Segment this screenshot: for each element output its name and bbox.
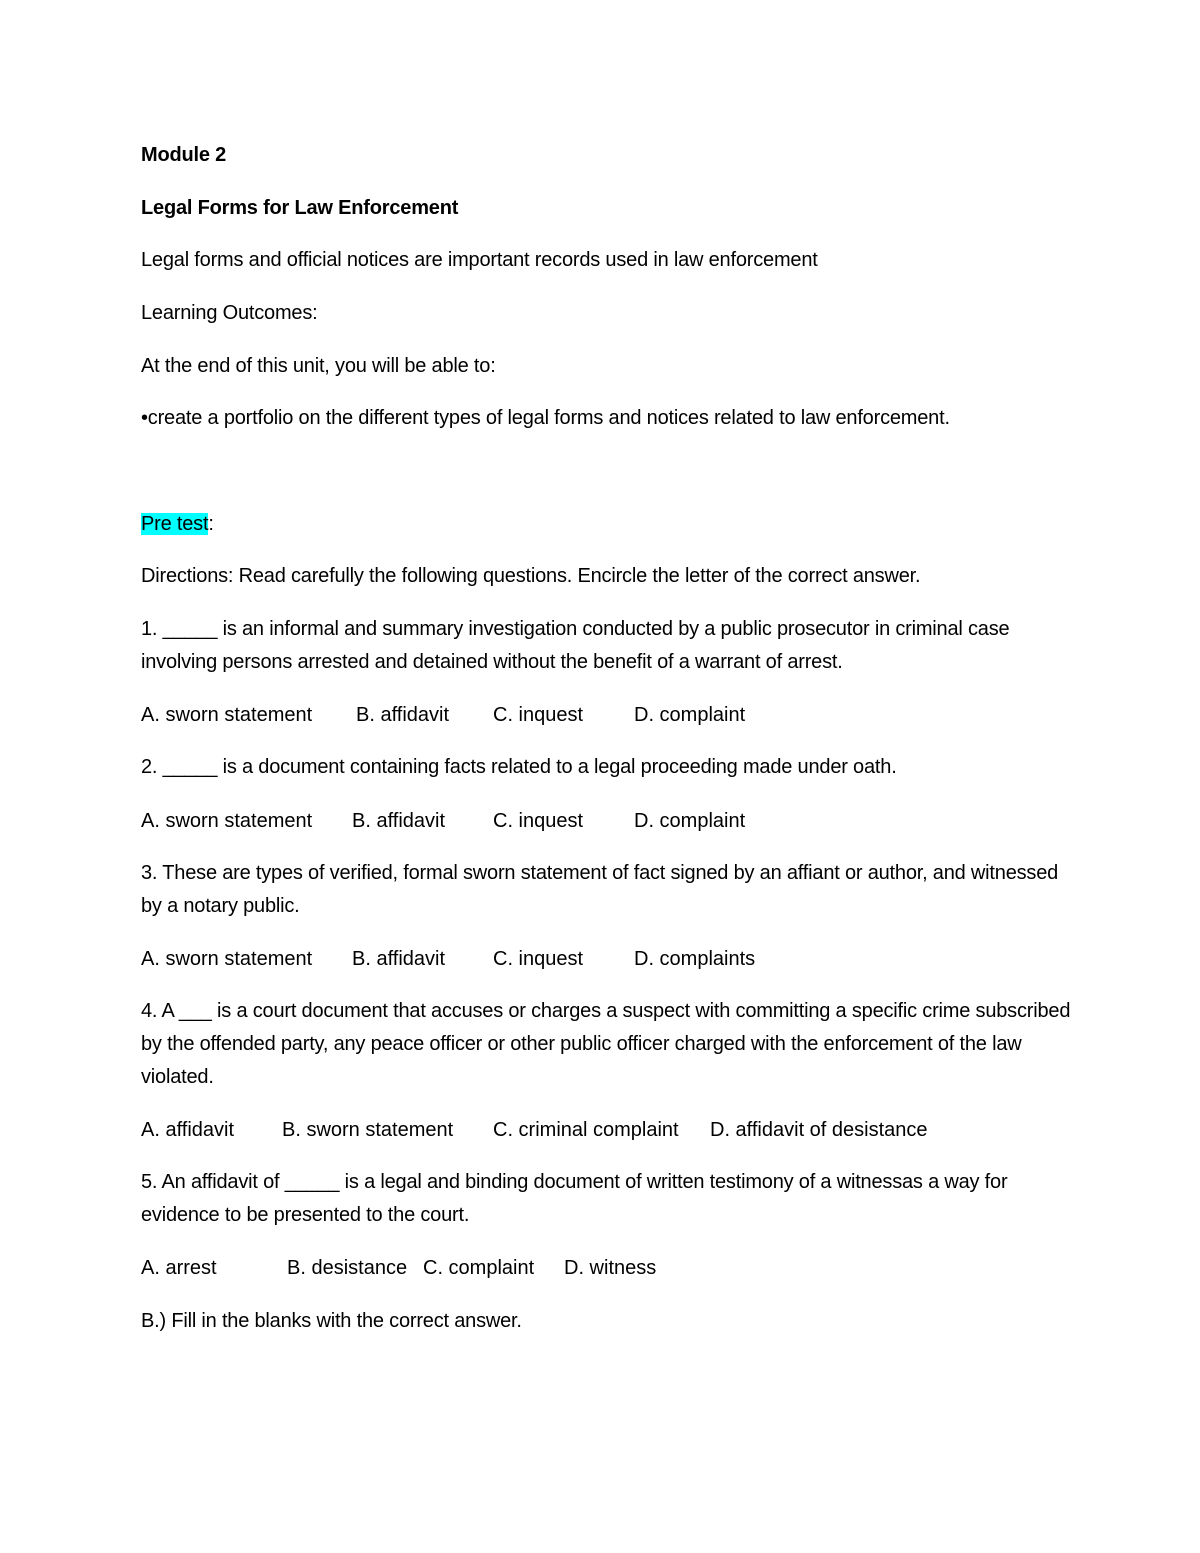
question-4-options [141,1114,1071,1147]
question-5: 5. An affidavit of _____ is a legal and binding document of written testimony of a witnessas a way for evidence to be presented to the court. [141,1171,1008,1226]
option-d: D. complaint [634,704,746,726]
option-b: B. affidavit [356,704,450,726]
option-c: C. inquest [493,704,584,726]
option-c: C. complaint [423,1257,535,1279]
option-a: A. arrest [141,1257,217,1279]
page-title: Legal Forms for Law Enforcement [141,197,459,219]
pretest-heading [141,508,214,541]
pretest-colon: : [208,513,214,535]
option-d: D. complaints [634,948,756,970]
option-c: C. inquest [493,810,584,832]
question-3: 3. These are types of verified, formal sworn statement of fact signed by an affiant or author, and witnessed by a notary public. [141,862,1059,917]
question-2-options [141,805,1071,838]
directions-text: Directions: Read carefully the following questions. Encircle the letter of the correct answer. [141,565,921,587]
question-1: 1. _____ is an informal and summary investigation conducted by a public prosecutor in criminal case involving persons arrested and detained without the benefit of a warrant of arrest. [141,618,1010,673]
option-b: B. affidavit [352,948,446,970]
option-b: B. desistance [287,1257,408,1279]
intro-text: Legal forms and official notices are important records used in law enforcement [141,249,818,271]
option-d: D. affidavit of desistance [710,1119,928,1141]
option-b: B. sworn statement [282,1119,454,1141]
question-2: 2. _____ is a document containing facts related to a legal proceeding made under oath. [141,756,897,778]
option-a: A. affidavit [141,1119,235,1141]
question-3-options [141,943,1071,976]
option-d: D. witness [564,1257,657,1279]
module-title: Module 2 [141,144,227,166]
question-4: 4. A ___ is a court document that accuses or charges a suspect with committing a specific crime subscribed by the offended party, any peace officer or other public officer charged with the enforcement of the law violated. [141,1000,1071,1088]
learning-outcomes-label: Learning Outcomes: [141,302,318,324]
learning-outcome-item: •create a portfolio on the different types of legal forms and notices related to law enforcement. [141,407,950,429]
pretest-label: Pre test [141,513,209,535]
option-c: C. inquest [493,948,584,970]
option-c: C. criminal complaint [493,1119,679,1141]
option-b: B. affidavit [352,810,446,832]
section-b-heading: B.) Fill in the blanks with the correct answer. [141,1310,522,1332]
question-5-options [141,1252,1071,1285]
option-a: A. sworn statement [141,810,313,832]
option-a: A. sworn statement [141,948,313,970]
option-a: A. sworn statement [141,704,313,726]
question-1-options [141,699,1071,732]
learning-outcomes-lead: At the end of this unit, you will be able to: [141,355,496,377]
option-d: D. complaint [634,810,746,832]
